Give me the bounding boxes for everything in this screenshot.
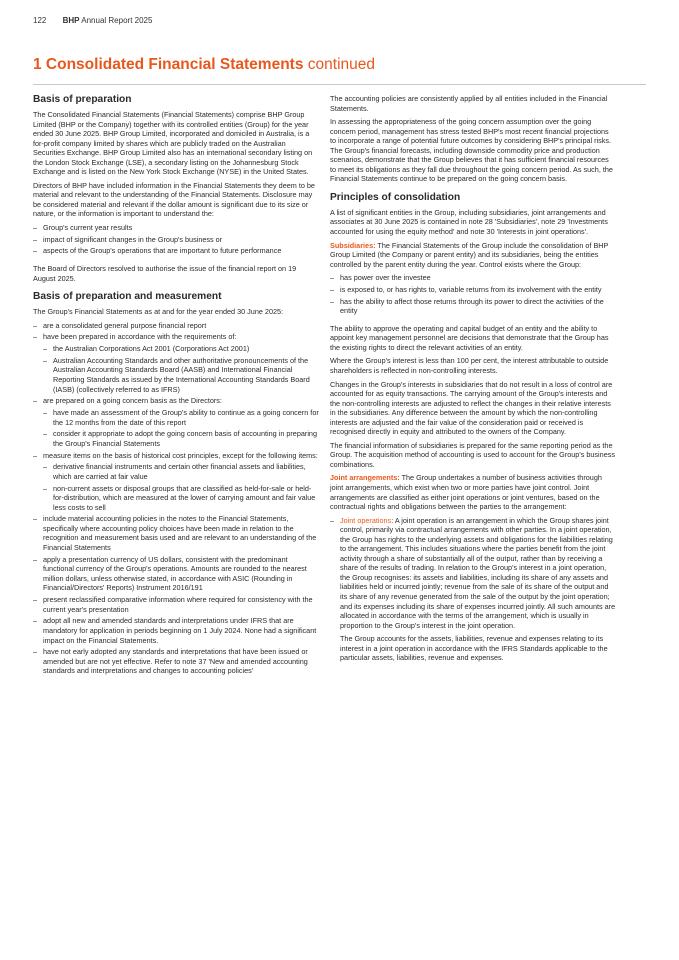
list-item: – have made an assessment of the Group's ability to continue as a going concern for the 12 months from the date of this report	[43, 408, 319, 427]
bullet-list	[330, 273, 616, 316]
paragraph: The Group accounts for the assets, liabilities, revenue and expenses relating to its interest in a joint operation in accordance with the IFRS Standards applicable to the particular assets, liabilities, revenue and expenses.	[340, 634, 608, 663]
paragraph: The Board of Directors resolved to authorise the issue of the financial report on 19 August 2025.	[33, 264, 297, 283]
list-item: – derivative financial instruments and certain other financial assets and liabilities, which are carried at fair value	[43, 462, 319, 481]
list-item: – non-current assets or disposal groups that are classified as held-for-sale or held-for-distribution, which are measured at the lower of carrying amount and fair value less costs to sell	[43, 484, 319, 513]
list-item: – include material accounting policies in the notes to the Financial Statements, specifically where accounting policy choices have been made in relation to the recognition and measurement basis used and are relevant to an understanding of the Financial Statements	[33, 514, 319, 552]
paragraph: The ability to approve the operating and capital budget of an entity and the ability to appoint key management personnel are decisions that demonstrate that the Group has the existing rights to direct the relevant activities of an entity.	[330, 323, 609, 352]
sub-bullet-list	[43, 408, 319, 448]
list-item: – has power over the investee	[330, 273, 616, 283]
list-item: – is exposed to, or has rights to, variable returns from its involvement with the entity	[330, 285, 616, 295]
section-title-main: 1 Consolidated Financial Statements	[33, 56, 304, 73]
list-item: – have been prepared in accordance with the requirements of: – the Australian Corporations Act 2001 (Corporations Act 2001) – Australian Accounting Standards and other authoritative pronouncements of the Australian Accounting Standards Board (AASB) and International Financial Reporting Standards as issued by the International Accounting Standards Board (IASB) (collectively referred to as IFRS)	[33, 332, 319, 394]
paragraph: Directors of BHP have included information in the Financial Statements they deem to be material and relevant to the understanding of the Financial Statements. Disclosure may be considered material and relevant if the dollar amount is significant due to its size or nature, or the information is important to understand the:	[33, 180, 315, 219]
label-joint-arrangements: Joint arrangements:	[330, 473, 400, 483]
heading-basis-of-preparation: Basis of preparation	[33, 94, 132, 105]
paragraph: The accounting policies are consistently applied by all entities included in the Financial Statements.	[330, 94, 608, 113]
label-subsidiaries: Subsidiaries:	[330, 240, 376, 250]
heading-basis-of-measurement: Basis of preparation and measurement	[33, 291, 222, 303]
bullet-list	[33, 223, 319, 256]
sub-bullet-list	[43, 344, 319, 394]
list-item: – are a consolidated general purpose financial report	[33, 321, 319, 331]
section-title-continued: continued	[307, 56, 375, 73]
paragraph: Where the Group's interest is less than 100 per cent, the interest attributable to outside shareholders is reflected in non-controlling interests.	[330, 356, 609, 375]
section-title	[33, 56, 375, 74]
list-item: – consider it appropriate to adopt the going concern basis of accounting in preparing the Group's Financial Statements	[43, 429, 319, 448]
page-header	[33, 16, 152, 25]
page-number: 122	[33, 16, 47, 25]
list-item: – apply a presentation currency of US dollars, consistent with the predominant functional currency of the Group's operations. Amounts are rounded to the nearest million dollars, unless otherwise stated, in accordance with ASIC (Rounding in Financial/Directors' Reports) Instrument 2016/191	[33, 555, 319, 593]
left-column	[33, 94, 319, 680]
list-item: – are prepared on a going concern basis as the Directors: – have made an assessment of the Group's ability to continue as a going concern for the 12 months from the date of this report – consider it appropriate to adopt the going concern basis of accounting in preparing the Group's Financial Statements	[33, 396, 319, 448]
heading-principles-of-consolidation: Principles of consolidation	[330, 191, 461, 203]
list-item: – adopt all new and amended standards and interpretations under IFRS that are mandatory for application in periods beginning on 1 July 2024. None had a significant impact on the Financial Statements.	[33, 616, 319, 645]
right-column	[330, 94, 616, 667]
label-joint-operations: Joint operations	[340, 515, 392, 525]
sub-bullet-list	[43, 462, 319, 512]
paragraph: Changes in the Group's interests in subsidiaries that do not result in a loss of control are accounted for as equity transactions. The carrying amount of the Group's interests and the non-controlling interests are adjusted to reflect the changes in their relative interests in the subsidiaries. Any difference between the amount by which the non-controlling interests are adjusted and the fair value of the consideration paid or received is recognised directly in equity and attributed to the owners of the Company.	[330, 379, 613, 437]
brand-name: BHP	[62, 16, 80, 25]
list-item: – impact of significant changes in the Group's business or	[33, 235, 319, 245]
paragraph: The Consolidated Financial Statements (Financial Statements) comprise BHP Group Limited (BHP or the Company) together with its controlled entities (Group) for the year ended 30 June 2025. BHP Group Limited, incorporated and domiciled in Australia, is a for-profit company limited by shares which are publicly traded on the Australian Securities Exchange. BHP Group Limited also has an international secondary listing on the London Stock Exchange (LSE), a secondary listing on the Johannesburg Stock Exchange and is listed on the New York Stock Exchange (NYSE) in the United States.	[33, 110, 313, 177]
bullet-list	[33, 321, 319, 676]
list-item: – has the ability to affect those returns through its power to direct the activities of the entity	[330, 297, 616, 316]
paragraph-joint-arrangements: Joint arrangements: The Group undertakes a number of business activities through joint arrangements, which exist when two or more parties have joint control. Joint arrangements are classified as either joint operations or joint ventures, based on the contractual rights and obligations between the parties to the arrangement:	[330, 473, 602, 512]
list-item: – Australian Accounting Standards and other authoritative pronouncements of the Australian Accounting Standards Board (AASB) and International Financial Reporting Standards as issued by the International Accounting Standards Board (IASB) (collectively referred to as IFRS)	[43, 356, 319, 394]
list-item: – measure items on the basis of historical cost principles, except for the following items: – derivative financial instruments and certain other financial assets and liabilities, which are carried at fair value – non-current assets or disposal groups that are classified as held-for-sale or held-for-distribution, which are measured at the lower of carrying amount and fair value less costs to sell	[33, 451, 319, 513]
list-item: – present reclassified comparative information where required for consistency with the current year's presentation	[33, 595, 319, 614]
list-item: – have not early adopted any standards and interpretations that have been issued or amended but are not yet effective. Refer to note 37 'New and amended accounting standards and interpretations and changes to accounting policies'	[33, 647, 319, 676]
bullet-list	[330, 516, 616, 663]
paragraph: The Group's Financial Statements as at and for the year ended 30 June 2025:	[33, 307, 284, 317]
list-item-joint-operations: – Joint operations: A joint operation is an arrangement in which the Group shares joint control, primarily via contractual arrangements with other parties. In a joint operation, the Group has rights to the underlying assets and obligations for the liabilities relating to the arrangement. This includes situations where the parties benefit from the joint activity through a share of substantially all of the output, rather than by receiving a share of the results of trading. In relation to the Group's interest in a joint operation, the Group recognises: its assets and liabilities, including its share of any assets and liabilities held or incurred jointly; revenue from the sale of its share of the output and its share of any revenue generated from the sale of the output by the joint operation; and its expenses including its share of expenses incurred jointly. All such amounts are allocated in accordance with the terms of the arrangement, which is usually in proportion to the Group's interest in the joint operation. The Group accounts for the assets, liabilities, revenue and expenses relating to its interest in a joint operation in accordance with the IFRS Standards applicable to the particular assets, liabilities, revenue and expenses.	[330, 516, 616, 663]
report-title: Annual Report 2025	[81, 16, 153, 25]
paragraph: The financial information of subsidiaries is prepared for the same reporting period as the Group. The acquisition method of accounting is used to account for the Group's business combinations.	[330, 440, 615, 469]
paragraph: A list of significant entities in the Group, including subsidiaries, joint arrangements and associates at 30 June 2025 is contained in note 28 'Subsidiaries', note 29 'Investments accounted for using the equity method' and note 30 'Interests in joint operations'.	[330, 207, 608, 237]
list-item: – the Australian Corporations Act 2001 (Corporations Act 2001)	[43, 344, 319, 354]
paragraph: In assessing the appropriateness of the going concern assumption over the going concern period, management has stress tested BHP's most recent financial projections to incorporate a range of potential future outcomes by considering BHP's principal risks. The Group's financial forecasts, including downside commodity price and production scenarios, demonstrate that the Group believes that it has sufficient financial resources to meet its obligations as they fall due throughout the going concern period. As such, the Financial Statements continue to be prepared on the going concern basis.	[330, 117, 613, 184]
list-item: – Group's current year results	[33, 223, 319, 233]
title-divider	[33, 84, 646, 85]
list-item: – aspects of the Group's operations that are important to future performance	[33, 246, 319, 256]
paragraph-subsidiaries: Subsidiaries: The Financial Statements of the Group include the consolidation of BHP Group Limited (the Company or parent entity) and its subsidiaries, being the entities controlled by the parent entity during the year. Control exists where the Group:	[330, 240, 609, 269]
